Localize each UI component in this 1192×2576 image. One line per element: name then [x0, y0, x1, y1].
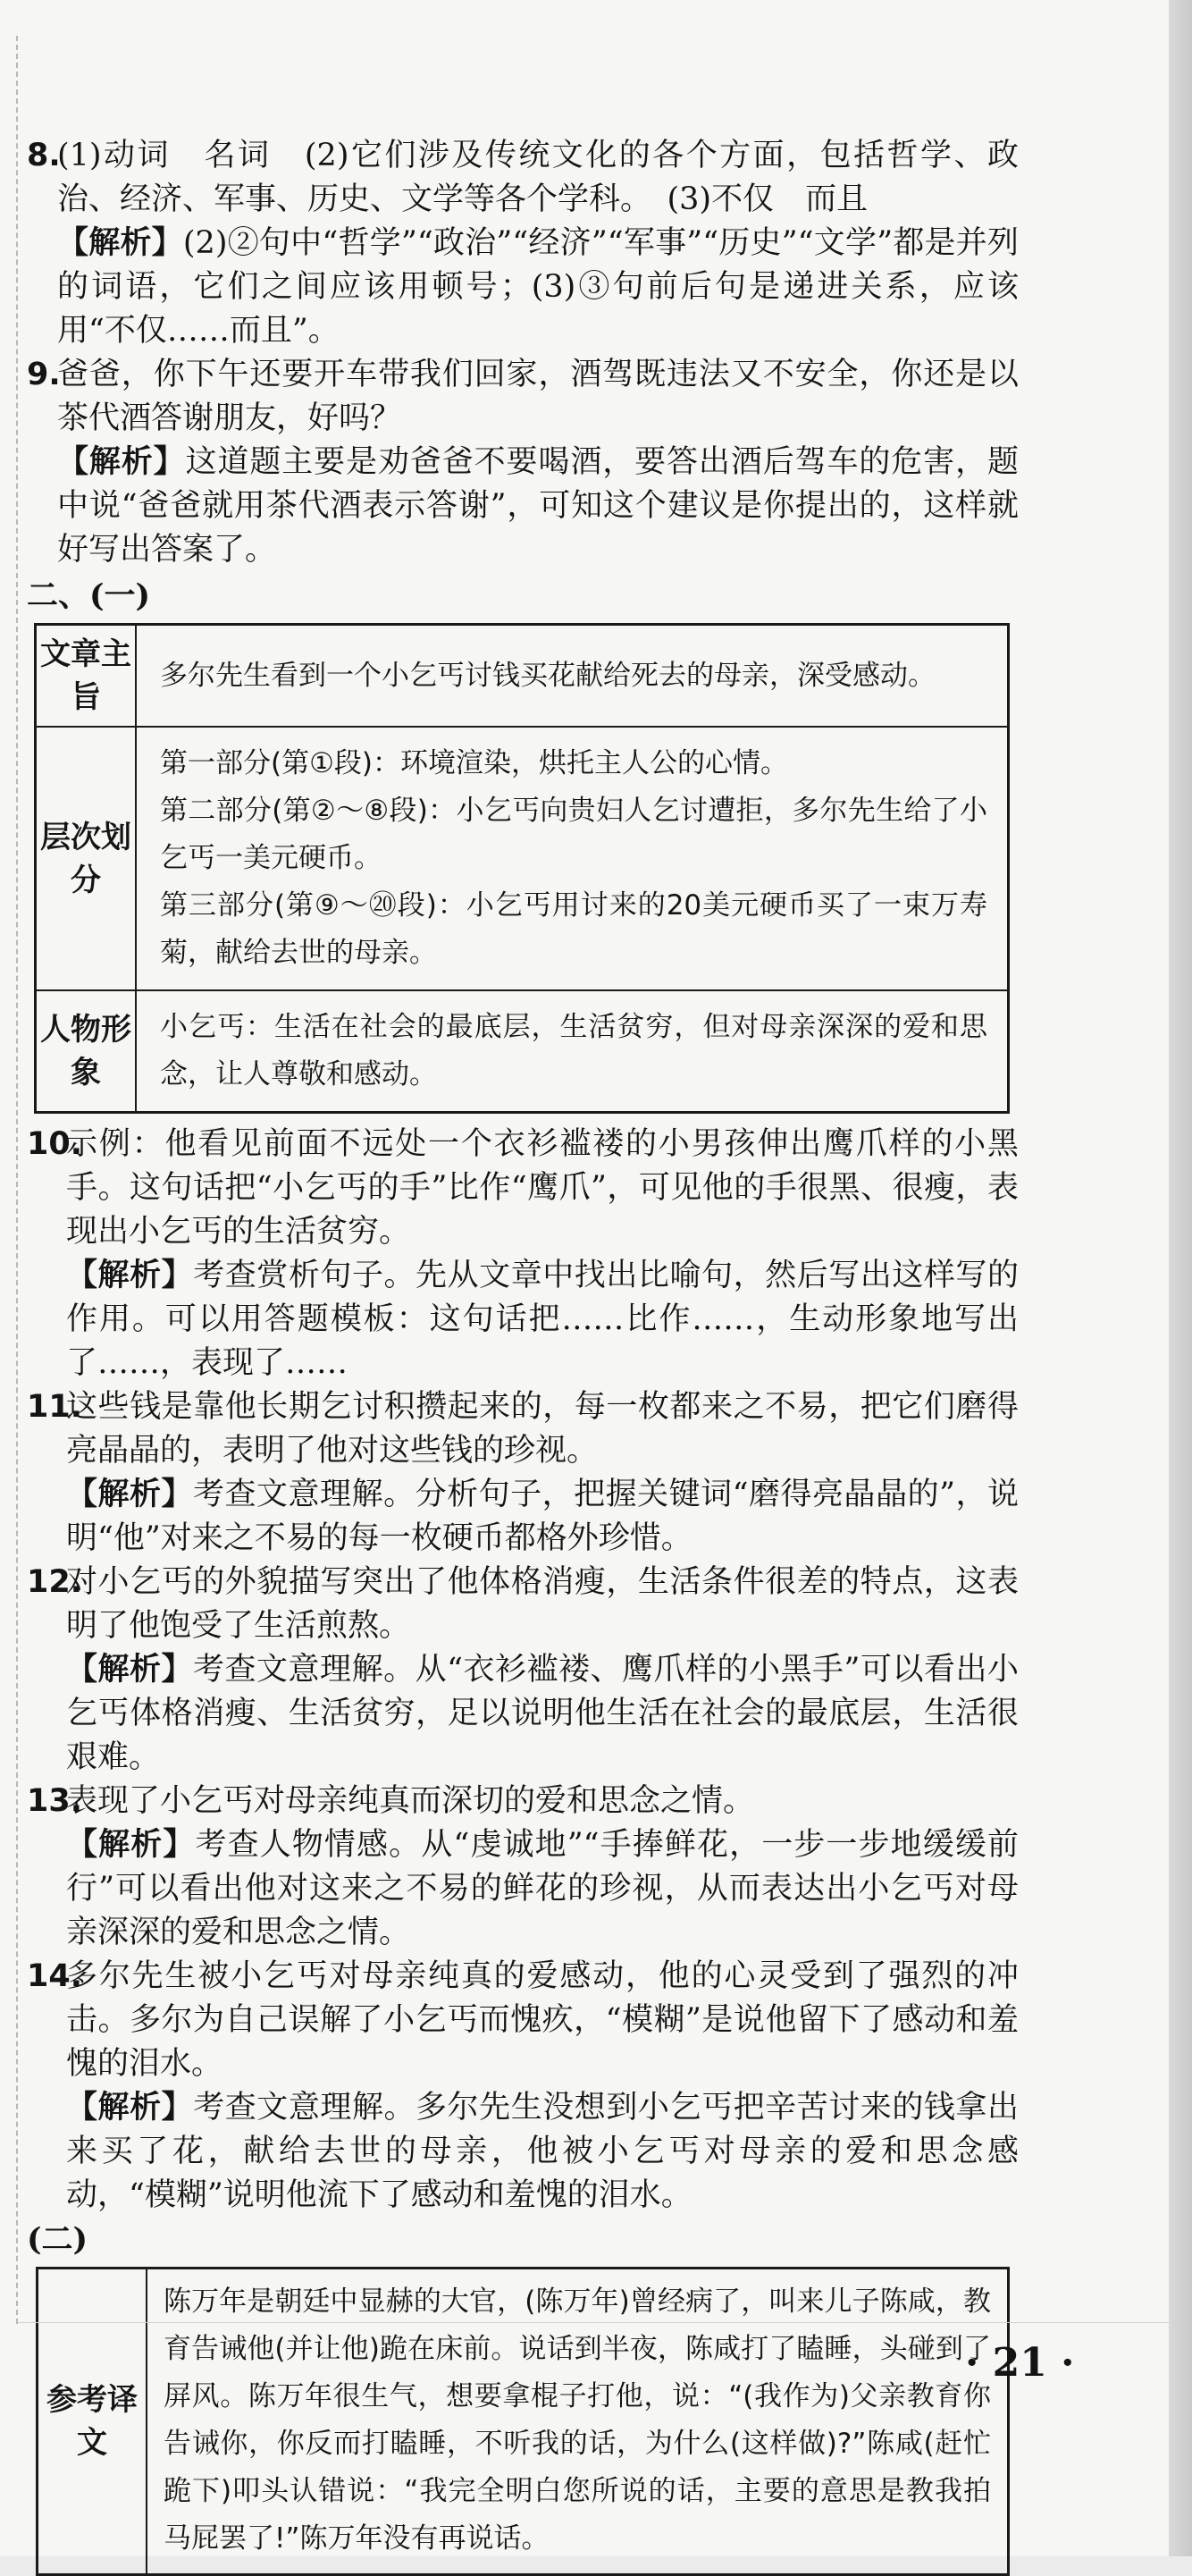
summary-line: 第二部分(第②～⑧段)：小乞丐向贵妇人乞讨遭拒，多尔先生给了小乞丐一美元硬币。 [160, 795, 987, 874]
answer-list-b [27, 1123, 1019, 2218]
question-number: 12. [27, 1564, 83, 1600]
answer-item [27, 353, 1019, 441]
analysis-paragraph [66, 2086, 1019, 2218]
answer-list-a [27, 134, 1019, 572]
analysis-text: (2)②句中“哲学”“政治”“经济”“军事”“历史”“文学”都是并列的词语，它们之间应该用顿号；(3)③句前后句是递进关系，应该用“不仅……而且”。 [57, 225, 1019, 349]
answer-item [27, 1780, 1019, 1823]
answer-item [27, 134, 1019, 222]
translation-text-cell: 陈万年是朝廷中显赫的大官，(陈万年)曾经病了，叫来儿子陈咸，教育告诫他(并让他)跪在床前。说话到半夜，陈咸打了瞌睡，头碰到了屏风。陈万年很生气，想要拿棍子打他，说：“(我作为)父亲教育你告诫你，你反而打瞌睡，不听我的话，为什么(这样做)?”陈咸(赶忙跪下)叩头认错说：“我完全明白您所说的话，主要的意思是教我拍马屁罢了!”陈万年没有再说话。 [147, 2269, 1009, 2575]
summary-line: 第一部分(第①段)：环境渲染，烘托主人公的心情。 [160, 747, 788, 779]
translation-table [36, 2267, 1010, 2576]
summary-content-cell [136, 727, 1009, 990]
summary-row-theme [36, 625, 1009, 728]
summary-line: 第三部分(第⑨～⑳段)：小乞丐用讨来的20美元硬币买了一束万寿菊，献给去世的母亲。 [160, 889, 987, 969]
analysis-tag: 【解析】 [66, 1477, 194, 1512]
summary-row-character [36, 990, 1009, 1113]
bottom-divider [18, 2322, 1169, 2323]
analysis-text: 考查文意理解。从“衣衫褴褛、鹰爪样的小黑手”可以看出小乞丐体格消瘦、生活贫穷，足以说明他生活在社会的最底层，生活很艰难。 [66, 1652, 1019, 1775]
page-number: · 21 · [965, 2340, 1075, 2386]
summary-header-cell: 层次划分 [36, 727, 137, 990]
summary-line: 小乞丐：生活在社会的最底层，生活贫穷，但对母亲深深的爱和思念，让人尊敬和感动。 [160, 1011, 987, 1090]
binding-dashed-line [16, 36, 18, 2324]
summary-content-cell [136, 990, 1009, 1113]
answer-content [27, 134, 1019, 2576]
summary-header-cell: 文章主旨 [36, 625, 137, 728]
question-number: 11. [27, 1389, 83, 1425]
analysis-tag: 【解析】 [66, 1827, 196, 1863]
question-number: 13. [27, 1783, 83, 1819]
analysis-tag: 【解析】 [66, 1258, 194, 1293]
analysis-text: 考查文意理解。分析句子，把握关键词“磨得亮晶晶的”，说明“他”对来之不易的每一枚硬币都格外珍惜。 [66, 1477, 1019, 1556]
question-number: 10. [27, 1126, 83, 1162]
analysis-paragraph [57, 222, 1019, 353]
answer-text: 多尔先生被小乞丐对母亲纯真的爱感动，他的心灵受到了强烈的冲击。多尔为自己误解了小乞丐而愧疚，“模糊”是说他留下了感动和羞愧的泪水。 [66, 1958, 1019, 2082]
analysis-paragraph [66, 1254, 1019, 1385]
summary-header-cell: 人物形象 [36, 990, 137, 1113]
answer-text: 表现了小乞丐对母亲纯真而深切的爱和思念之情。 [66, 1783, 755, 1819]
answer-text: 这些钱是靠他长期乞讨积攒起来的，每一枚都来之不易，把它们磨得亮晶晶的，表明了他对这些钱的珍视。 [66, 1389, 1019, 1469]
analysis-tag: 【解析】 [66, 1652, 194, 1688]
analysis-text: 考查人物情感。从“虔诚地”“手捧鲜花，一步一步地缓缓前行”可以看出他对这来之不易的鲜花的珍视，从而表达出小乞丐对母亲深深的爱和思念之情。 [66, 1827, 1019, 1950]
analysis-paragraph [66, 1648, 1019, 1780]
question-number: 14. [27, 1958, 83, 1994]
translation-header-cell: 参考译文 [38, 2269, 147, 2575]
analysis-tag: 【解析】 [57, 444, 186, 480]
answer-text: 爸爸，你下午还要开车带我们回家，酒驾既违法又不安全，你还是以茶代酒答谢朋友，好吗？ [57, 357, 1019, 436]
question-number: 8. [27, 138, 61, 173]
analysis-paragraph [66, 1473, 1019, 1561]
answer-item [27, 1955, 1019, 2086]
analysis-tag: 【解析】 [57, 225, 183, 261]
answer-item [27, 1561, 1019, 1648]
answer-item [27, 1123, 1019, 1254]
analysis-tag: 【解析】 [66, 2090, 194, 2126]
summary-line: 多尔先生看到一个小乞丐讨钱买花献给死去的母亲，深受感动。 [160, 659, 936, 692]
summary-content-cell [136, 625, 1009, 728]
answer-text: 对小乞丐的外貌描写突出了他体格消瘦，生活条件很差的特点，这表明了他饱受了生活煎熬。 [66, 1564, 1019, 1644]
section-heading-one: 二、(一) [27, 577, 151, 614]
translation-row [38, 2269, 1009, 2575]
section-heading-two: (二) [27, 2221, 88, 2258]
analysis-text: 考查赏析句子。先从文章中找出比喻句，然后写出这样写的作用。可以用答题模板：这句话把……比作……，生动形象地写出了……，表现了…… [66, 1258, 1019, 1381]
summary-table [34, 623, 1010, 1114]
answer-item [27, 1385, 1019, 1473]
analysis-text: 考查文意理解。多尔先生没想到小乞丐把辛苦讨来的钱拿出来买了花，献给去世的母亲，他被小乞丐对母亲的爱和思念感动，“模糊”说明他流下了感动和羞愧的泪水。 [66, 2090, 1019, 2213]
answer-text: 示例：他看见前面不远处一个衣衫褴褛的小男孩伸出鹰爪样的小黑手。这句话把“小乞丐的手”比作“鹰爪”，可见他的手很黑、很瘦，表现出小乞丐的生活贫穷。 [66, 1126, 1019, 1250]
question-number: 9. [27, 357, 61, 392]
analysis-text: 这道题主要是劝爸爸不要喝酒，要答出酒后驾车的危害，题中说“爸爸就用茶代酒表示答谢”，可知这个建议是你提出的，这样就好写出答案了。 [57, 444, 1019, 568]
analysis-paragraph [66, 1823, 1019, 1955]
scan-edge [1169, 0, 1192, 2556]
summary-row-structure [36, 727, 1009, 990]
analysis-paragraph [57, 441, 1019, 572]
answer-text: (1)动词 名词 (2)它们涉及传统文化的各个方面，包括哲学、政治、经济、军事、历史、文学等各个学科。 (3)不仅 而且 [57, 138, 1019, 217]
